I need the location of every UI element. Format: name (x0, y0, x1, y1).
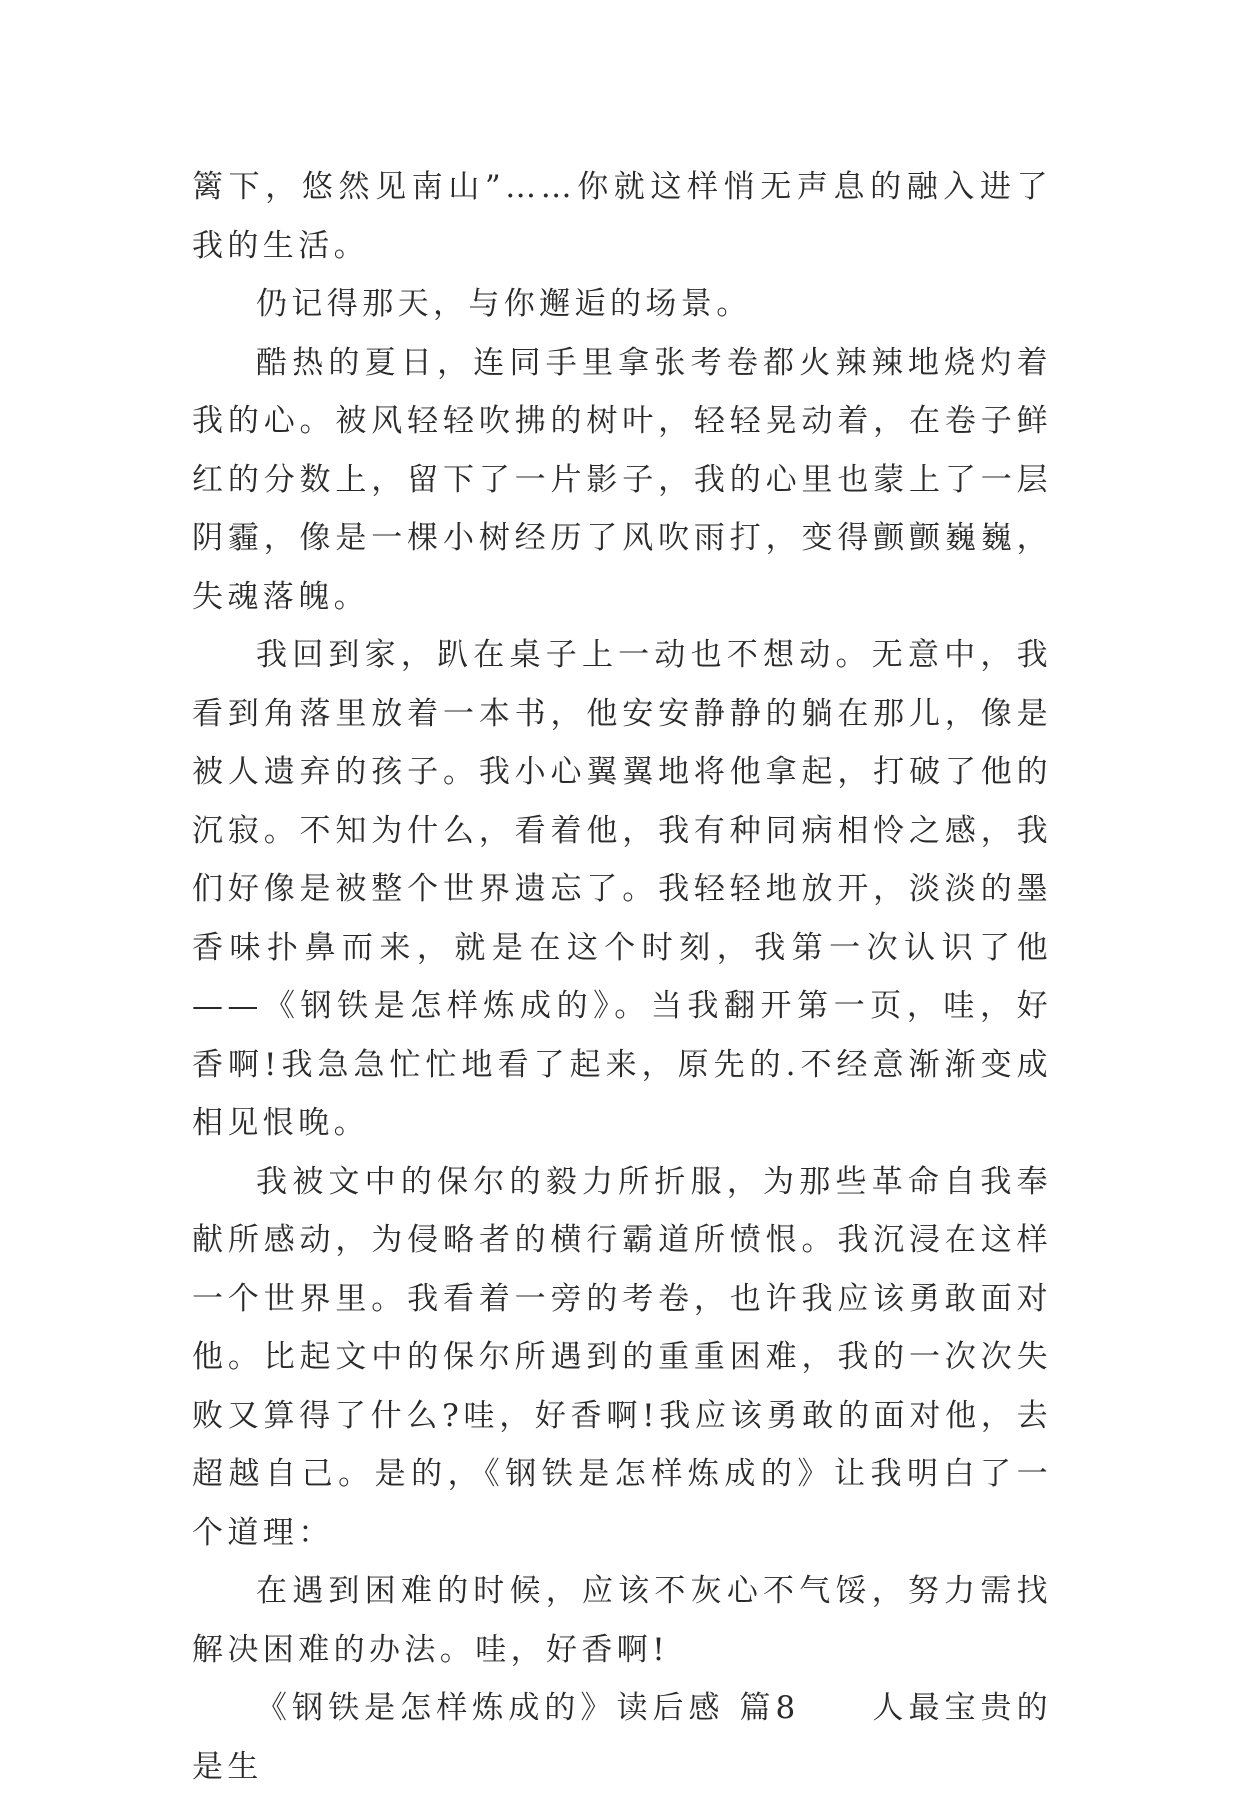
paragraph-5: 我被文中的保尔的毅力所折服，为那些革命自我奉献所感动，为侵略者的横行霸道所愤恨。我沉浸在这样一个世界里。我看着一旁的考卷，也许我应该勇敢面对他。比起文中的保尔所遇到的重重困难，我的一次次失败又算得了什么?哇，好香啊!我应该勇敢的面对他，去超越自己。是的，《钢铁是怎样炼成的》让我明白了一个道理： (192, 1163, 1052, 1551)
paragraph-4: 我回到家，趴在桌子上一动也不想动。无意中，我看到角落里放着一本书，他安安静静的躺在那儿，像是被人遗弃的孩子。我小心翼翼地将他拿起，打破了他的沉寂。不知为什么，看着他，我有种同病相怜之感，我们好像是被整个世界遗忘了。我轻轻地放开，淡淡的墨香味扑鼻而来，就是在这个时刻，我第一次认识了他——《钢铁是怎样炼成的》。当我翻开第一页，哇，好香啊!我急急忙忙地看了起来，原先的.不经意渐渐变成相见恨晚。 (192, 637, 1052, 1141)
paragraph-7: 《钢铁是怎样炼成的》读后感 篇8 人最宝贵的是生 (192, 1690, 1052, 1785)
paragraph-2: 仍记得那天，与你邂逅的场景。 (256, 286, 752, 322)
paragraph-3: 酷热的夏日，连同手里拿张考卷都火辣辣地烧灼着我的心。被风轻轻吹拂的树叶，轻轻晃动着，在卷子鲜红的分数上，留下了一片影子，我的心里也蒙上了一层阴霾，像是一棵小树经历了风吹雨打，变得颤颤巍巍，失魂落魄。 (192, 344, 1052, 615)
paragraph-1: 篱下，悠然见南山”……你就这样悄无声息的融入进了我的生活。 (192, 169, 1052, 264)
paragraph-6: 在遇到困难的时候，应该不灰心不气馁，努力需找解决困难的办法。哇，好香啊! (192, 1573, 1052, 1668)
body-text (192, 158, 1052, 1796)
